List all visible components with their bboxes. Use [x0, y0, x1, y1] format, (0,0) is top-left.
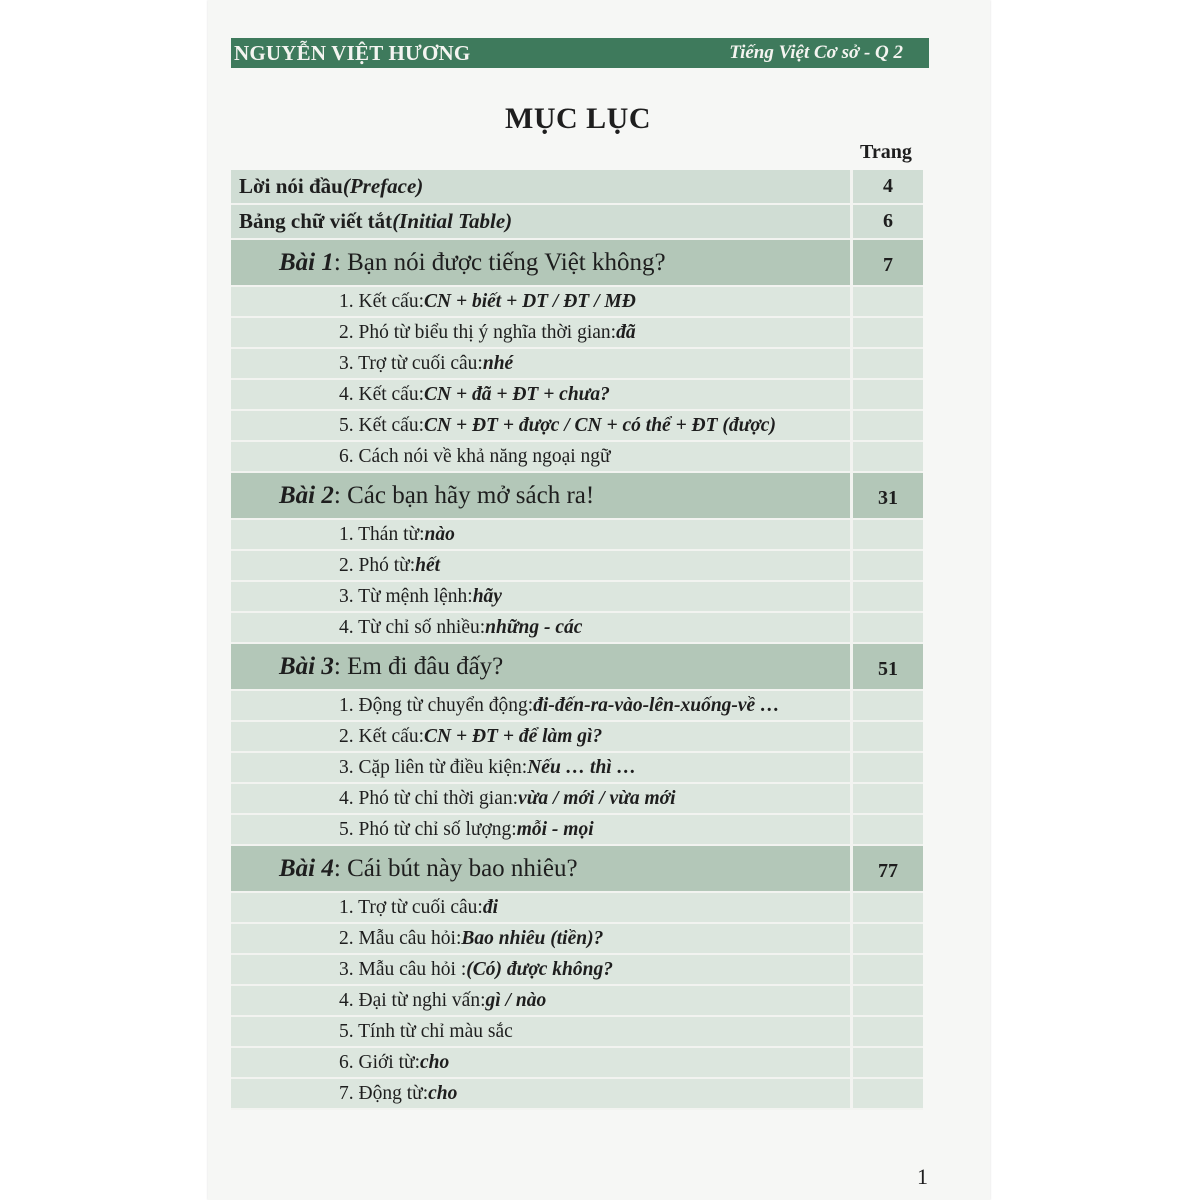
toc-sub-entry [231, 380, 853, 409]
sub-entry-emphasis: nào [424, 523, 455, 545]
toc-sub-entry [231, 318, 853, 347]
toc-sub-entry [231, 924, 853, 953]
toc-entry-label: Bảng chữ viết tắt [239, 209, 393, 233]
sub-entry-emphasis: mỗi - mọi [516, 818, 594, 840]
toc-page-cell [853, 349, 923, 378]
toc-front-row [231, 170, 923, 205]
toc-page-cell [853, 318, 923, 347]
lesson-title: : Bạn nói được tiếng Việt không? [333, 248, 666, 276]
toc-sub-entry [231, 955, 853, 984]
lesson-label: Bài 2 [279, 481, 334, 509]
toc-sub-row [231, 955, 923, 986]
sub-entry-prefix: 3. Mẫu câu hỏi : [339, 958, 467, 980]
toc-page-cell [853, 287, 923, 316]
sub-entry-emphasis: những - các [485, 616, 583, 638]
toc-sub-entry [231, 986, 853, 1015]
page-column-header: Trang [860, 141, 912, 163]
sub-entry-emphasis: CN + biết + DT / ĐT / MĐ [424, 290, 636, 312]
lesson-heading [231, 240, 853, 285]
sub-entry-prefix: 4. Từ chỉ số nhiều: [339, 616, 486, 638]
sub-entry-prefix: 7. Động từ: [339, 1082, 429, 1104]
sub-entry-prefix: 1. Kết cấu: [339, 290, 425, 312]
sub-entry-emphasis: hãy [472, 585, 502, 607]
running-header [231, 38, 929, 68]
lesson-page-number: 31 [878, 487, 898, 509]
sub-entry-prefix: 1. Thán từ: [339, 523, 425, 545]
toc-page-cell [853, 691, 923, 720]
toc-sub-row [231, 924, 923, 955]
toc-page-cell [853, 986, 923, 1015]
toc-sub-row [231, 784, 923, 815]
toc-page-cell [853, 1017, 923, 1046]
toc-sub-entry [231, 520, 853, 549]
toc-page-cell [853, 442, 923, 471]
lesson-title: : Em đi đâu đấy? [333, 652, 504, 680]
toc-page-cell [853, 1048, 923, 1077]
sub-entry-emphasis: CN + đã + ĐT + chưa? [424, 383, 610, 405]
page-title: MỤC LỤC [505, 102, 651, 135]
toc-page-cell [853, 784, 923, 813]
sub-entry-prefix: 4. Phó từ chỉ thời gian: [339, 787, 519, 809]
toc-entry [231, 170, 853, 203]
sub-entry-prefix: 3. Từ mệnh lệnh: [339, 585, 473, 607]
toc-sub-row [231, 1079, 923, 1110]
toc-sub-row [231, 318, 923, 349]
toc-sub-row [231, 613, 923, 644]
toc-sub-row [231, 551, 923, 582]
sub-entry-emphasis: CN + ĐT + để làm gì? [424, 725, 603, 747]
sub-entry-prefix: 2. Phó từ biểu thị ý nghĩa thời gian: [339, 321, 617, 343]
lesson-row [231, 644, 923, 691]
toc-page-number: 6 [883, 210, 893, 232]
sub-entry-emphasis: Nếu … thì … [527, 756, 637, 778]
lesson-row [231, 473, 923, 520]
sub-entry-prefix: 2. Phó từ: [339, 554, 416, 576]
toc-sub-entry [231, 815, 853, 844]
toc-page-cell [853, 815, 923, 844]
toc-entry-label-en: (Initial Table) [392, 209, 513, 233]
toc-sub-row [231, 349, 923, 380]
lesson-label: Bài 1 [279, 248, 334, 276]
toc-sub-entry [231, 1079, 853, 1108]
sub-entry-prefix: 6. Giới từ: [339, 1051, 421, 1073]
sub-entry-prefix: 3. Trợ từ cuối câu: [339, 352, 483, 374]
toc-sub-entry [231, 691, 853, 720]
lesson-row [231, 240, 923, 287]
toc-sub-row [231, 411, 923, 442]
toc-page-cell [853, 551, 923, 580]
sub-entry-prefix: 2. Mẫu câu hỏi: [339, 927, 462, 949]
toc-front-row [231, 205, 923, 240]
lesson-page-number: 7 [883, 254, 893, 276]
toc-sub-row [231, 1017, 923, 1048]
toc-page-cell [853, 893, 923, 922]
toc-page-number: 4 [883, 175, 893, 197]
sub-entry-emphasis: gì / nào [485, 989, 547, 1011]
toc-sub-row [231, 753, 923, 784]
toc-page-cell [853, 411, 923, 440]
toc-sub-row [231, 520, 923, 551]
toc-sub-entry [231, 551, 853, 580]
lesson-heading [231, 644, 853, 689]
sub-entry-prefix: 5. Kết cấu: [339, 414, 425, 436]
toc-sub-entry [231, 1048, 853, 1077]
lesson-page-number: 51 [878, 658, 898, 680]
sub-entry-emphasis: Bao nhiêu (tiền)? [461, 927, 604, 949]
lesson-page-number: 77 [878, 860, 898, 882]
sub-entry-prefix: 5. Tính từ chỉ màu sắc [339, 1020, 513, 1042]
sub-entry-emphasis: (Có) được không? [466, 958, 614, 980]
toc-entry-label-en: (Preface) [342, 174, 424, 198]
toc-sub-row [231, 893, 923, 924]
sub-entry-emphasis: vừa / mới / vừa mới [518, 787, 676, 809]
sub-entry-emphasis: nhé [482, 352, 514, 374]
toc-sub-entry [231, 349, 853, 378]
toc-sub-entry [231, 753, 853, 782]
sub-entry-prefix: 4. Đại từ nghi vấn: [339, 989, 486, 1011]
lesson-heading [231, 846, 853, 891]
sub-entry-prefix: 2. Kết cấu: [339, 725, 425, 747]
sub-entry-emphasis: đi-đến-ra-vào-lên-xuống-về … [533, 694, 780, 716]
toc-sub-row [231, 722, 923, 753]
sub-entry-emphasis: hết [415, 554, 441, 576]
header-author: NGUYỄN VIỆT HƯƠNG [234, 40, 471, 65]
lesson-label: Bài 3 [279, 652, 334, 680]
toc-sub-entry [231, 582, 853, 611]
table-of-contents [231, 170, 923, 1110]
toc-sub-row [231, 287, 923, 318]
toc-page-cell [853, 520, 923, 549]
toc-sub-row [231, 380, 923, 411]
sub-entry-emphasis: đi [482, 896, 499, 918]
toc-sub-entry [231, 893, 853, 922]
toc-page-cell [853, 924, 923, 953]
toc-sub-row [231, 691, 923, 722]
sub-entry-prefix: 5. Phó từ chỉ số lượng: [339, 818, 517, 840]
toc-page-cell [853, 380, 923, 409]
sub-entry-prefix: 6. Cách nói về khả năng ngoại ngữ [339, 445, 611, 467]
sub-entry-prefix: 3. Cặp liên từ điều kiện: [339, 756, 528, 778]
lesson-row [231, 846, 923, 893]
toc-page-cell [853, 613, 923, 642]
toc-page-cell [853, 955, 923, 984]
toc-page-cell [853, 722, 923, 751]
sub-entry-emphasis: đã [616, 321, 636, 343]
sub-entry-emphasis: cho [428, 1082, 458, 1104]
toc-sub-entry [231, 784, 853, 813]
sub-entry-emphasis: CN + ĐT + được / CN + có thể + ĐT (được) [424, 414, 776, 436]
toc-sub-row [231, 815, 923, 846]
toc-sub-row [231, 986, 923, 1017]
sub-entry-prefix: 1. Trợ từ cuối câu: [339, 896, 483, 918]
lesson-heading [231, 473, 853, 518]
lesson-title: : Các bạn hãy mở sách ra! [333, 481, 595, 509]
toc-sub-row [231, 1048, 923, 1079]
toc-page-cell [853, 753, 923, 782]
toc-sub-row [231, 442, 923, 473]
toc-sub-entry [231, 1017, 853, 1046]
toc-sub-entry [231, 613, 853, 642]
sub-entry-prefix: 4. Kết cấu: [339, 383, 425, 405]
page-number: 1 [917, 1164, 928, 1189]
toc-sub-row [231, 582, 923, 613]
sub-entry-prefix: 1. Động từ chuyển động: [339, 694, 534, 716]
toc-sub-entry [231, 722, 853, 751]
header-book-title: Tiếng Việt Cơ sở - Q 2 [729, 42, 903, 63]
lesson-label: Bài 4 [279, 854, 334, 882]
toc-sub-entry [231, 287, 853, 316]
sub-entry-emphasis: cho [420, 1051, 450, 1073]
book-page [208, 0, 990, 1200]
toc-page-cell [853, 582, 923, 611]
toc-sub-entry [231, 411, 853, 440]
toc-sub-entry [231, 442, 853, 471]
toc-page-cell [853, 1079, 923, 1108]
lesson-title: : Cái bút này bao nhiêu? [333, 854, 578, 882]
toc-entry-label: Lời nói đầu [239, 174, 343, 198]
toc-entry [231, 205, 853, 238]
